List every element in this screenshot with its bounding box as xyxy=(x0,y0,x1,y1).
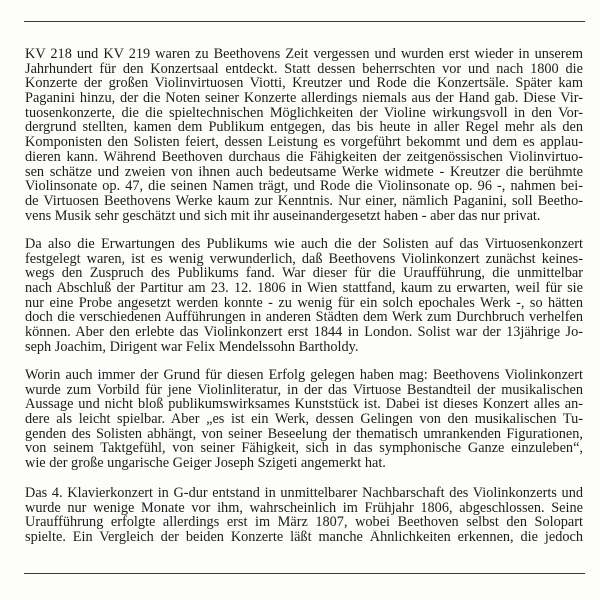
text-line: de Virtuosen Beethovens Werke kaum zur Kenntnis. Nur einer, nämlich Paganini, soll Beetho- xyxy=(25,193,583,209)
text-line: seph Joachim, Dirigent war Felix Mendelssohn Bartholdy. xyxy=(25,339,359,355)
text-line: wurde nur wenige Monate vor ihm, wahrscheinlich im Frühjahr 1806, abgeschlossen. Seine xyxy=(25,500,583,516)
bottom-rule xyxy=(24,573,585,574)
text-line: spielte. Ein Vergleich der beiden Konzerte läßt manche Ähnlichkeiten erkennen, die jedoch xyxy=(25,530,583,545)
text-line: dieren kann. Während Beethoven durchaus die Fähigkeiten der zeitgenössischen Violinvirtuo- xyxy=(25,149,583,165)
paragraph-2 xyxy=(25,237,583,355)
text-line: Jahrhundert für den Konzertsaal entdeckt. Statt dessen beherrschten vor und nach 1800 die xyxy=(25,61,583,77)
text-line: KV 218 und KV 219 waren zu Beethovens Zeit vergessen und wurden erst wieder in unserem xyxy=(25,47,583,62)
text-line: doch die verschiedenen Aufführungen in anderen Städten dem Werk zum Durchbruch verhelfen xyxy=(25,310,583,326)
text-line: können. Aber den erlebte das Violinkonzert erst 1844 in London. Solist war der 13jährige Jo- xyxy=(25,325,583,340)
text-line: Uraufführung erfolgte allerdings erst im März 1807, wobei Beethoven selbst den Solopart xyxy=(25,515,583,531)
text-line: vens Musik sehr geschätzt und sich mit ihr auseinandergesetzt haben - aber das nur privat. xyxy=(25,208,541,224)
text-line: genden des Solisten abhängt, von seiner Beseelung der thematisch umrankenden Figurationen, xyxy=(25,426,583,442)
paragraph-1 xyxy=(25,47,583,223)
text-line: Aussage und nicht bloß publikumswirksames Kunststück ist. Dabei ist dieses Konzert alles an- xyxy=(25,397,583,413)
paragraph-3 xyxy=(25,368,583,471)
text-line: Das 4. Klavierkonzert in G-dur entstand in unmittelbarer Nachbarschaft des Violinkonzerts und xyxy=(25,486,583,501)
text-line: Paganini hinzu, der die Noten seiner Konzerte allerdings niemals aus der Hand gab. Diese Vir- xyxy=(25,91,583,106)
text-line: Violinsonate op. 47, die seinen Namen trägt, und Rode die Violinsonate op. 96 -, nahmen bei- xyxy=(25,179,583,194)
text-line: Da also die Erwartungen des Publikums wie auch die der Solisten auf das Virtuosenkonzert xyxy=(25,237,583,252)
text-line: festgelegt waren, ist es wenig verwunderlich, daß Beethovens Violinkonzert zunächst keines- xyxy=(25,251,583,267)
text-line: wurde zum Vorbild für jene Violinliteratur, in der das Virtuose Bestandteil der musikalischen xyxy=(25,382,583,398)
text-line: nur eine Probe angesetzt werden konnte - zu wenig für ein solch epochales Werk -, so hätten xyxy=(25,295,583,311)
top-rule xyxy=(24,21,585,22)
paragraph-4 xyxy=(25,486,583,545)
text-line: Konzerte der großen Violinvirtuosen Viotti, Kreutzer und Rode die Konzertsäle. Später kam xyxy=(25,76,583,92)
text-line: Worin auch immer der Grund für diesen Erfolg gelegen haben mag: Beethovens Violinkonzert xyxy=(25,368,583,383)
text-line: tuosenkonzerte, die die spieltechnischen Möglichkeiten der Violine wirkungsvoll in den Vor- xyxy=(25,105,583,121)
text-line: von seinem Taktgefühl, von seiner Fähigkeit, sich in das symphonische Ganze einzuleben“, xyxy=(25,441,583,457)
text-line: nach Abschluß der Partitur am 23. 12. 1806 in Wien stattfand, kaum zu erwarten, weil für sie xyxy=(25,281,583,296)
text-line: dergrund stellten, kamen dem Publikum entgegen, das bis heute in aller Regel mehr als den xyxy=(25,120,583,136)
text-line: Komponisten den Solisten feiert, dessen Leistung es vorgeführt bekommt und dem es applau- xyxy=(25,135,583,150)
text-line: wegs den Zuspruch des Publikums fand. War dieser für die Uraufführung, die unmittelbar xyxy=(25,266,583,282)
text-line: sen schätze und zweien von ihnen auch bedeutsame Werke widmete - Kreutzer die berühmte xyxy=(25,164,583,180)
text-line: dere als leicht spielbar. Aber „es ist ein Werk, dessen Gelingen von den musikalischen Tu- xyxy=(25,412,583,427)
text-line: wie der große ungarische Geiger Joseph Szigeti angemerkt hat. xyxy=(25,456,386,471)
